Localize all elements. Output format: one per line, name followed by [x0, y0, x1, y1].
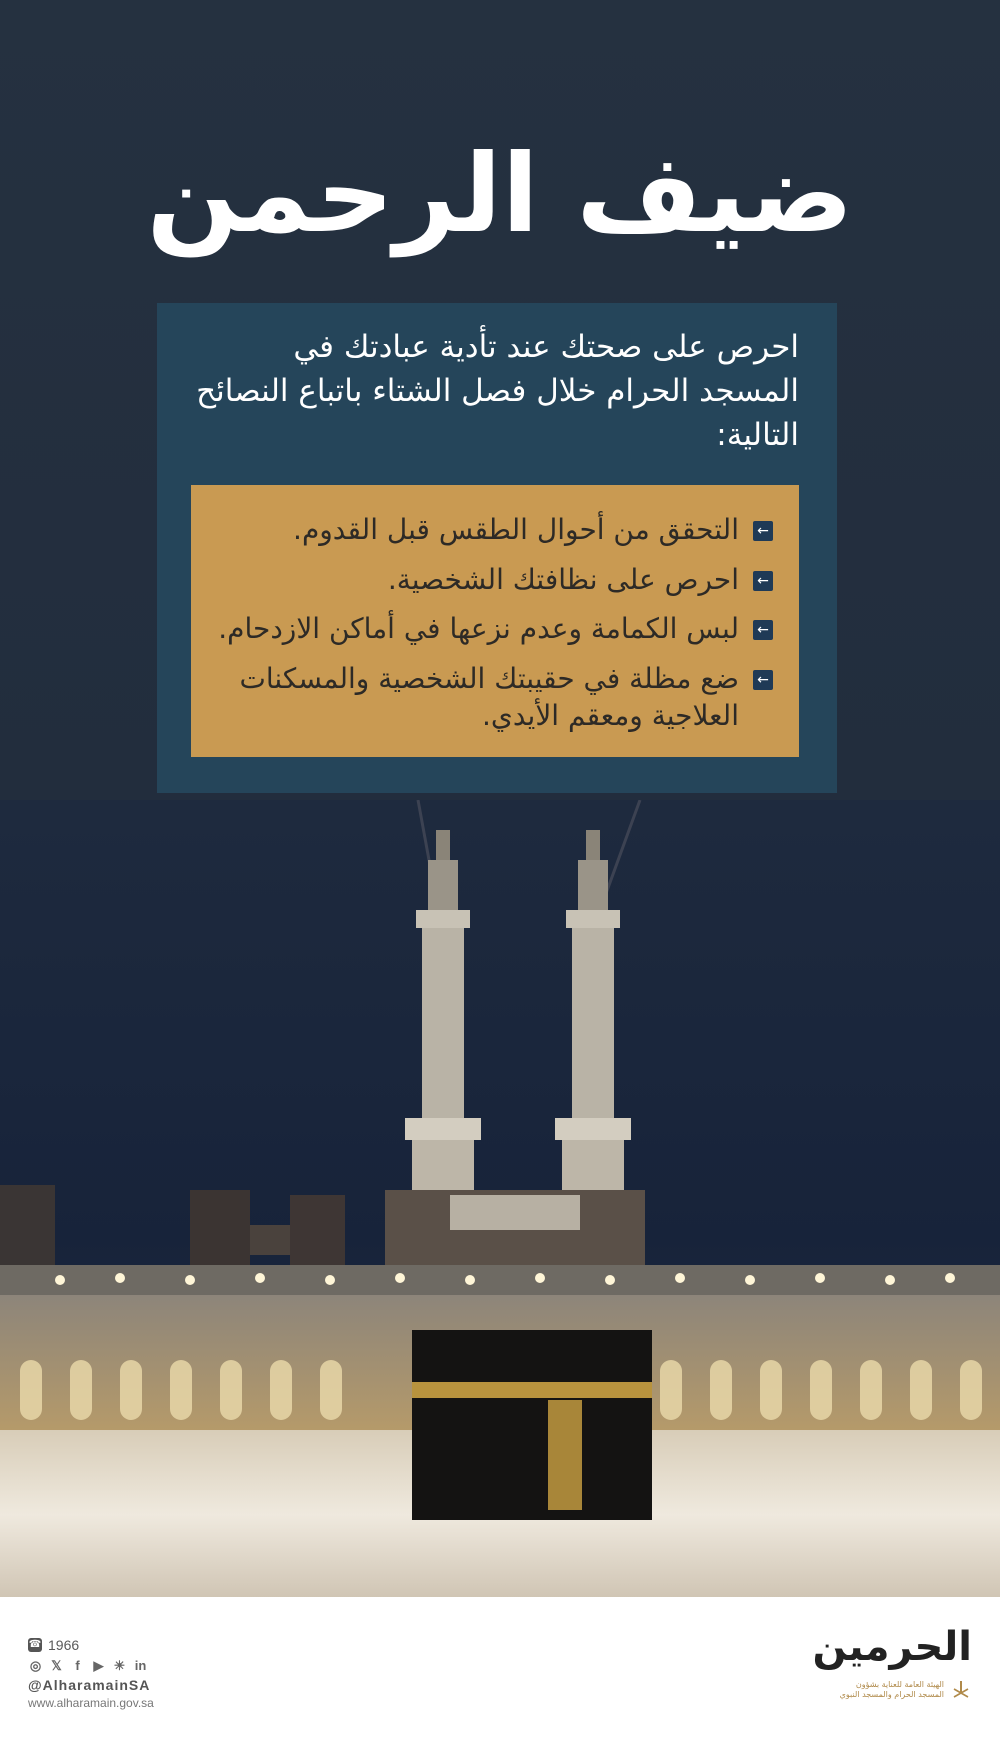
tip-list	[191, 485, 799, 735]
tip-item	[211, 610, 773, 648]
tip-item	[211, 660, 773, 735]
phone-icon: ☎	[28, 1639, 42, 1650]
brand-subtitle: الهيئة العامة للعناية بشؤون المسجد الحرام والمسجد النبوي	[839, 1679, 944, 1699]
arrow-left-icon: ←	[753, 620, 773, 640]
poster-title: ضيف الرحمن	[146, 132, 854, 257]
tip-text: التحقق من أحوال الطقس قبل القدوم.	[293, 513, 739, 546]
facebook-icon[interactable]: f	[75, 1657, 80, 1673]
brand-name: الحرمين	[812, 1624, 972, 1670]
saudi-emblem-icon	[950, 1679, 972, 1701]
intro-text: احرص على صحتك عند تأدية عبادتك في المسجد الحرام خلال فصل الشتاء باتباع النصائح التالية:	[196, 329, 799, 454]
snapchat-icon[interactable]: ☀	[113, 1657, 126, 1673]
social-icons	[28, 1655, 154, 1675]
tip-text: ضع مظلة في حقيبتك الشخصية والمسكنات العلاجية ومعقم الأيدي.	[239, 661, 739, 733]
footer	[0, 1597, 1000, 1740]
x-icon[interactable]: 𝕏	[51, 1657, 62, 1673]
phone-row	[28, 1635, 154, 1655]
social-handle[interactable]: @AlharamainSA	[28, 1677, 151, 1693]
tip-text: لبس الكمامة وعدم نزعها في أماكن الازدحام.	[218, 612, 739, 646]
brand-logo	[752, 1624, 972, 1701]
kaaba-photo	[0, 800, 1000, 1600]
arrow-left-icon: ←	[753, 521, 773, 541]
arrow-left-icon: ←	[753, 670, 773, 690]
instagram-icon[interactable]: ◎	[29, 1657, 42, 1673]
tips-panel	[157, 303, 837, 793]
linkedin-icon[interactable]: in	[134, 1657, 147, 1673]
tip-item	[211, 561, 773, 599]
arrow-left-icon: ←	[753, 571, 773, 591]
tip-item	[211, 511, 773, 549]
phone-number[interactable]: 1966	[48, 1637, 80, 1653]
brand-subtitle-row	[752, 1679, 972, 1701]
contact-info	[28, 1635, 154, 1710]
tip-text: احرص على نظافتك الشخصية.	[387, 562, 739, 596]
website-link[interactable]: www.alharamain.gov.sa	[28, 1696, 154, 1710]
tips-box	[191, 485, 799, 757]
youtube-icon[interactable]: ▶	[93, 1657, 104, 1673]
